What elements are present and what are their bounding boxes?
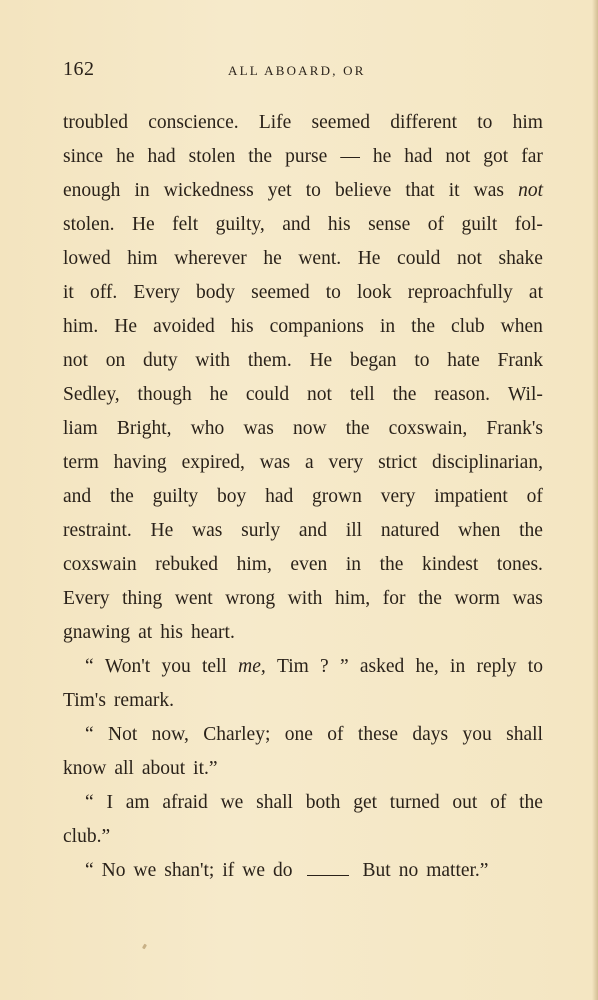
word: we [242,860,266,881]
word: had [404,146,433,167]
word: disciplinarian, [431,452,543,473]
word: club [451,316,485,337]
word: “ [85,656,94,677]
word: companions [269,316,364,337]
word: even [290,554,328,575]
word: stolen [188,146,236,167]
text-line [63,826,543,860]
word: asked [359,656,405,677]
word: not [456,248,482,269]
word: in [345,554,361,575]
word: fol- [514,214,543,235]
word: sense [368,214,411,235]
word: Won't [104,656,151,677]
word: out [452,792,478,813]
text-line [63,248,543,282]
word: of [327,724,344,745]
word: his [327,214,351,235]
word: guilty [152,486,199,507]
word: we [133,860,157,881]
word: He [114,316,138,337]
word: and [282,214,311,235]
word: strict [378,452,418,473]
word: Bright, [116,418,172,439]
word: “ [85,792,94,813]
word: he, [415,656,439,677]
word: know [63,758,107,779]
word: if [222,860,235,881]
word: the [109,486,134,507]
word: of [526,486,543,507]
word: conscience. [148,112,239,133]
word: afraid [162,792,208,813]
word: the [411,316,435,337]
word: them. [247,350,292,371]
text-line [63,758,543,792]
word: in [379,316,396,337]
word: rebuked [155,554,219,575]
word: ” [339,656,349,677]
word: yet [267,180,292,201]
word: the [519,520,543,541]
paragraph [63,860,543,894]
word: enough [63,180,121,201]
word: “ [85,724,94,745]
word: shake [498,248,543,269]
word: term [63,452,99,473]
text-line [63,792,543,826]
word: on [105,350,126,371]
word: duty [142,350,178,371]
word: was [473,180,504,201]
page-edge-shadow [592,0,598,1000]
word: to [325,282,341,303]
word: reproachfully [407,282,513,303]
word: tell [201,656,227,677]
word: turned [389,792,440,813]
word: he [263,248,282,269]
word: club.” [63,826,111,847]
word: Not [108,724,138,745]
word: days [412,724,449,745]
word: felt [172,214,199,235]
word: No [101,860,126,881]
word: in [450,656,466,677]
word: was [243,418,274,439]
word: the [392,384,417,405]
word: got [483,146,509,167]
word: He [131,214,155,235]
word: was [512,588,543,609]
word: I [106,792,113,813]
word: hate [447,350,480,371]
word: we [220,792,244,813]
word: guilt [461,214,498,235]
word: he [209,384,228,405]
text-line [63,622,543,656]
word: the [418,588,442,609]
word: he [116,146,135,167]
word: when [500,316,543,337]
word: ? [320,656,329,677]
word: the [519,792,543,813]
word: who [190,418,225,439]
word: at [138,622,153,643]
word: natured [380,520,440,541]
word: lowed [63,248,111,269]
word: not [445,146,471,167]
word: and [63,486,92,507]
word: had [147,146,176,167]
page-number: 162 [63,58,95,80]
word: having [113,452,167,473]
paragraph [63,112,543,656]
word: him, [334,588,371,609]
text-line [63,350,543,384]
body-text [63,112,543,894]
word: surly [241,520,281,541]
word: stolen. [63,214,115,235]
word: coxswain, [388,418,468,439]
paper-speck [142,944,147,950]
text-line [63,214,543,248]
word: do [273,860,293,881]
paragraph [63,792,543,860]
text-line [63,146,543,180]
word: Every [63,588,110,609]
word: Tim [276,656,309,677]
word: with [287,588,323,609]
word: Tim's [63,690,106,711]
word: “ [85,860,94,881]
word: went [174,588,213,609]
word: believe [334,180,392,201]
word: coxswain [63,554,137,575]
word: all [114,758,134,779]
page-header [63,58,543,88]
word: could [245,384,290,405]
word: remark. [113,690,175,711]
word: not [63,350,88,371]
word: began [349,350,397,371]
word: heart. [191,622,235,643]
word: though [137,384,192,405]
word: that [405,180,435,201]
word: kindest [421,554,479,575]
em-dash-rule [307,875,349,876]
word: him [512,112,543,133]
text-line [63,656,543,690]
word: tell [349,384,375,405]
word: it [63,282,74,303]
word: worm [454,588,500,609]
word: no [398,860,419,881]
word: and [298,520,328,541]
text-line [63,180,543,214]
word: matter.” [426,860,489,881]
word: troubled [63,112,128,133]
text-line [63,724,543,758]
word: Every [133,282,180,303]
text-line [63,588,543,622]
word: about [141,758,186,779]
text-line [63,282,543,316]
word: Wil- [507,384,543,405]
word: grown [312,486,362,507]
word: seemed [251,282,310,303]
word: went. [298,248,342,269]
word: shall [506,724,543,745]
word: purse [285,146,328,167]
text-line [63,690,543,724]
word: to [527,656,543,677]
word: expired, [181,452,245,473]
word: liam [63,418,98,439]
word: of [427,214,445,235]
text-line [63,452,543,486]
word: he [372,146,392,167]
word: a [305,452,314,473]
word: wickedness [163,180,254,201]
word: Frank [497,350,543,371]
word: to [414,350,430,371]
word: But [362,860,391,881]
paragraph [63,656,543,724]
text-line [63,316,543,350]
word: very [380,486,416,507]
word: for [382,588,406,609]
word: it.” [193,758,218,779]
word: He [150,520,174,541]
word: guilty, [215,214,265,235]
word: me, [238,656,266,677]
word: gnawing [63,622,131,643]
word: his [160,622,183,643]
word: Charley; [203,724,271,745]
word: now, [151,724,189,745]
word: Frank's [486,418,543,439]
word: of [490,792,507,813]
word: ill [345,520,363,541]
word: off. [89,282,118,303]
word: thing [122,588,163,609]
word: He [309,350,333,371]
word: reply [476,656,517,677]
word: reason. [434,384,491,405]
word: it [448,180,460,201]
word: get [353,792,378,813]
word: him, [236,554,272,575]
word: since [63,146,104,167]
word: not [518,180,543,201]
word: when [458,520,501,541]
word: you [462,724,492,745]
word: the [248,146,273,167]
word: was [259,452,291,473]
word: He [357,248,381,269]
text-line [63,486,543,520]
word: Sedley, [63,384,120,405]
word: the [345,418,370,439]
text-line [63,554,543,588]
word: you [161,656,191,677]
word: at [528,282,543,303]
word: could [397,248,441,269]
running-head: ALL ABOARD, OR [228,63,366,78]
word: restraint. [63,520,132,541]
word: to [477,112,493,133]
word: shall [256,792,293,813]
word: body [196,282,235,303]
word: — [340,146,360,167]
word: him. [63,316,99,337]
word: far [521,146,543,167]
word: am [125,792,150,813]
word: tones. [496,554,543,575]
text-line [63,112,543,146]
word: one [284,724,313,745]
word: with [195,350,231,371]
word: these [357,724,398,745]
word: to [305,180,321,201]
word: was [192,520,223,541]
word: him [127,248,158,269]
word: Life [258,112,292,133]
word: wrong [225,588,276,609]
word: his [230,316,254,337]
word: in [134,180,150,201]
word: look [356,282,392,303]
word: wherever [174,248,247,269]
word: both [305,792,341,813]
text-line [63,520,543,554]
text-line [63,860,543,894]
text-line [63,384,543,418]
paragraph [63,724,543,792]
word: boy [216,486,247,507]
word: the [379,554,404,575]
word: not [307,384,332,405]
word: seemed [311,112,371,133]
word: very [328,452,364,473]
word: shan't; [164,860,215,881]
word: different [390,112,458,133]
word: now [292,418,327,439]
text-line [63,418,543,452]
word: impatient [434,486,508,507]
word: had [265,486,294,507]
word: avoided [153,316,215,337]
